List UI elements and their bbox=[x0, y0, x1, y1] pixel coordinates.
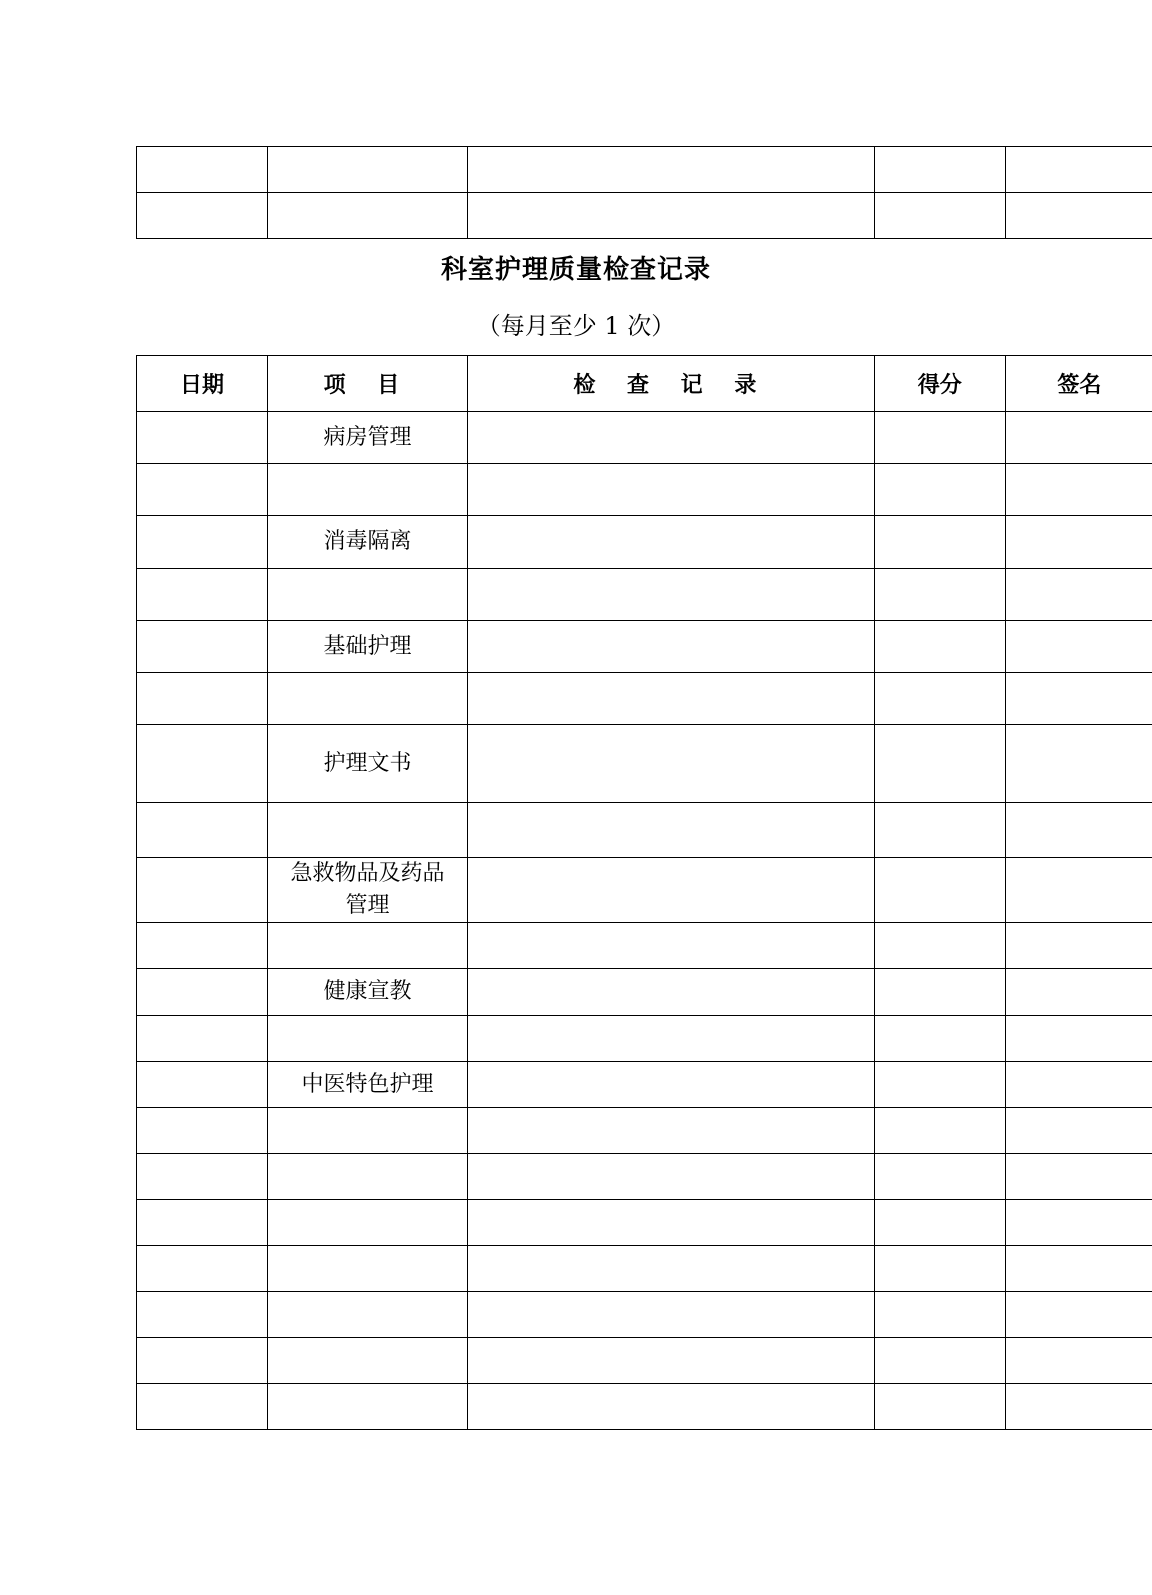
table-row bbox=[137, 1384, 1152, 1430]
record-cell bbox=[467, 725, 874, 803]
signature-cell bbox=[1005, 1062, 1152, 1108]
item-cell bbox=[268, 1108, 468, 1154]
table-row bbox=[137, 569, 1152, 621]
date-cell bbox=[137, 1292, 268, 1338]
score-cell bbox=[874, 1246, 1005, 1292]
previous-table-remnant bbox=[136, 146, 1152, 239]
header-signature: 签名 bbox=[1005, 356, 1152, 412]
table-row bbox=[137, 1108, 1152, 1154]
signature-cell bbox=[1005, 1338, 1152, 1384]
table-cell bbox=[467, 147, 874, 193]
item-cell bbox=[268, 803, 468, 858]
table-row bbox=[137, 464, 1152, 516]
header-item: 项 目 bbox=[268, 356, 468, 412]
score-cell bbox=[874, 569, 1005, 621]
score-cell bbox=[874, 1200, 1005, 1246]
record-cell bbox=[467, 673, 874, 725]
table-row bbox=[137, 193, 1152, 239]
score-cell bbox=[874, 969, 1005, 1016]
table-row bbox=[137, 147, 1152, 193]
score-cell bbox=[874, 725, 1005, 803]
date-cell bbox=[137, 923, 268, 969]
header-date: 日期 bbox=[137, 356, 268, 412]
signature-cell bbox=[1005, 803, 1152, 858]
item-cell bbox=[268, 1200, 468, 1246]
table-row bbox=[137, 621, 1152, 673]
date-cell bbox=[137, 516, 268, 569]
table-row bbox=[137, 673, 1152, 725]
table-row bbox=[137, 1292, 1152, 1338]
table-cell bbox=[874, 193, 1005, 239]
table-row bbox=[137, 1062, 1152, 1108]
date-cell bbox=[137, 1108, 268, 1154]
date-cell bbox=[137, 1016, 268, 1062]
record-cell bbox=[467, 569, 874, 621]
signature-cell bbox=[1005, 1108, 1152, 1154]
item-cell bbox=[268, 1016, 468, 1062]
item-cell: 健康宣教 bbox=[268, 969, 468, 1016]
table-row bbox=[137, 1338, 1152, 1384]
item-cell: 基础护理 bbox=[268, 621, 468, 673]
table-cell bbox=[268, 193, 468, 239]
record-cell bbox=[467, 1016, 874, 1062]
item-cell bbox=[268, 1246, 468, 1292]
item-cell bbox=[268, 1292, 468, 1338]
signature-cell bbox=[1005, 673, 1152, 725]
date-cell bbox=[137, 464, 268, 516]
signature-cell bbox=[1005, 1154, 1152, 1200]
header-score: 得分 bbox=[874, 356, 1005, 412]
record-cell bbox=[467, 1200, 874, 1246]
page-subtitle: （每月至少 1 次） bbox=[476, 312, 676, 340]
score-cell bbox=[874, 923, 1005, 969]
signature-cell bbox=[1005, 1246, 1152, 1292]
item-cell: 中医特色护理 bbox=[268, 1062, 468, 1108]
record-cell bbox=[467, 621, 874, 673]
table-cell bbox=[137, 147, 268, 193]
signature-cell bbox=[1005, 923, 1152, 969]
date-cell bbox=[137, 858, 268, 923]
table-row bbox=[137, 725, 1152, 803]
signature-cell bbox=[1005, 1200, 1152, 1246]
item-cell bbox=[268, 1384, 468, 1430]
record-cell bbox=[467, 1154, 874, 1200]
signature-cell bbox=[1005, 858, 1152, 923]
record-cell bbox=[467, 412, 874, 464]
signature-cell bbox=[1005, 412, 1152, 464]
item-cell: 病房管理 bbox=[268, 412, 468, 464]
item-cell bbox=[268, 673, 468, 725]
date-cell bbox=[137, 1062, 268, 1108]
score-cell bbox=[874, 621, 1005, 673]
score-cell bbox=[874, 803, 1005, 858]
record-cell bbox=[467, 516, 874, 569]
record-cell bbox=[467, 464, 874, 516]
date-cell bbox=[137, 1200, 268, 1246]
item-cell: 护理文书 bbox=[268, 725, 468, 803]
signature-cell bbox=[1005, 1292, 1152, 1338]
table-cell bbox=[268, 147, 468, 193]
table-row bbox=[137, 803, 1152, 858]
score-cell bbox=[874, 858, 1005, 923]
table-cell bbox=[137, 193, 268, 239]
date-cell bbox=[137, 569, 268, 621]
signature-cell bbox=[1005, 1384, 1152, 1430]
date-cell bbox=[137, 673, 268, 725]
signature-cell bbox=[1005, 725, 1152, 803]
item-cell: 急救物品及药品管理 bbox=[268, 858, 468, 923]
item-cell: 消毒隔离 bbox=[268, 516, 468, 569]
score-cell bbox=[874, 673, 1005, 725]
table-row bbox=[137, 1154, 1152, 1200]
signature-cell bbox=[1005, 621, 1152, 673]
table-row bbox=[137, 969, 1152, 1016]
signature-cell bbox=[1005, 516, 1152, 569]
item-cell bbox=[268, 923, 468, 969]
date-cell bbox=[137, 621, 268, 673]
signature-cell bbox=[1005, 464, 1152, 516]
record-cell bbox=[467, 1292, 874, 1338]
table-row bbox=[137, 1200, 1152, 1246]
record-cell bbox=[467, 1246, 874, 1292]
table-cell bbox=[467, 193, 874, 239]
date-cell bbox=[137, 1384, 268, 1430]
table-row bbox=[137, 1246, 1152, 1292]
score-cell bbox=[874, 516, 1005, 569]
header-record: 检 查 记 录 bbox=[467, 356, 874, 412]
date-cell bbox=[137, 725, 268, 803]
item-cell bbox=[268, 569, 468, 621]
score-cell bbox=[874, 1154, 1005, 1200]
record-cell bbox=[467, 1062, 874, 1108]
score-cell bbox=[874, 1062, 1005, 1108]
score-cell bbox=[874, 1016, 1005, 1062]
record-cell bbox=[467, 1384, 874, 1430]
table-cell bbox=[1005, 193, 1152, 239]
table-row bbox=[137, 858, 1152, 923]
signature-cell bbox=[1005, 1016, 1152, 1062]
table-cell bbox=[1005, 147, 1152, 193]
score-cell bbox=[874, 1108, 1005, 1154]
table-row bbox=[137, 516, 1152, 569]
item-cell bbox=[268, 1154, 468, 1200]
signature-cell bbox=[1005, 569, 1152, 621]
date-cell bbox=[137, 969, 268, 1016]
record-cell bbox=[467, 923, 874, 969]
record-cell bbox=[467, 1108, 874, 1154]
date-cell bbox=[137, 1338, 268, 1384]
table-row bbox=[137, 1016, 1152, 1062]
inspection-record-table bbox=[136, 355, 1152, 1430]
table-cell bbox=[874, 147, 1005, 193]
score-cell bbox=[874, 1384, 1005, 1430]
item-cell bbox=[268, 464, 468, 516]
date-cell bbox=[137, 1154, 268, 1200]
date-cell bbox=[137, 412, 268, 464]
item-cell bbox=[268, 1338, 468, 1384]
table-row bbox=[137, 923, 1152, 969]
score-cell bbox=[874, 1292, 1005, 1338]
record-cell bbox=[467, 858, 874, 923]
signature-cell bbox=[1005, 969, 1152, 1016]
page-title: 科室护理质量检查记录 bbox=[440, 255, 711, 285]
score-cell bbox=[874, 1338, 1005, 1384]
record-cell bbox=[467, 803, 874, 858]
date-cell bbox=[137, 1246, 268, 1292]
record-cell bbox=[467, 969, 874, 1016]
score-cell bbox=[874, 464, 1005, 516]
table-row bbox=[137, 412, 1152, 464]
table-header-row bbox=[137, 356, 1152, 412]
score-cell bbox=[874, 412, 1005, 464]
record-cell bbox=[467, 1338, 874, 1384]
date-cell bbox=[137, 803, 268, 858]
